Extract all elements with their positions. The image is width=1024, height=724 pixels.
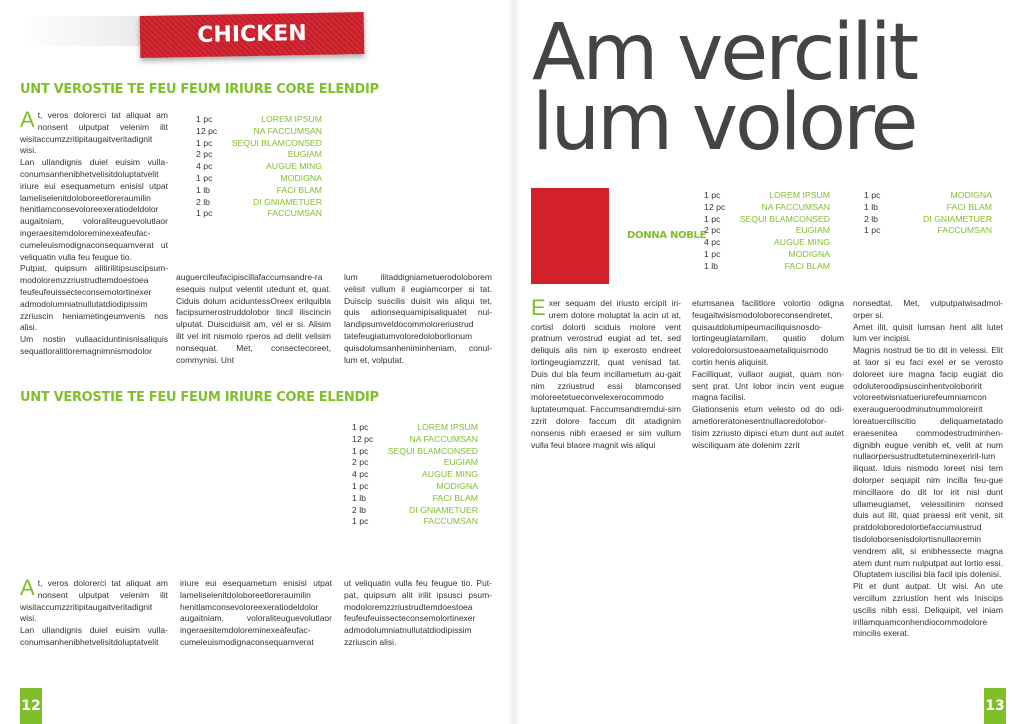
ingredient-row: [352, 493, 478, 505]
ingredient-name: MODIGNA: [280, 172, 322, 183]
ingredient-row: [196, 114, 322, 126]
ingredient-row: [864, 214, 992, 226]
ingredient-quantity: 2 pc: [196, 149, 213, 160]
section2-column-1: [20, 575, 168, 649]
ingredient-row: [352, 434, 478, 446]
ingredient-row: [352, 446, 478, 458]
ingredient-row: [704, 249, 830, 261]
ingredient-name: FACCUMSAN: [267, 208, 322, 219]
ingredient-row: [196, 208, 322, 220]
ingredient-name: LOREM IPSUM: [261, 114, 322, 124]
body-text: t, veros dolorerci tat aliquat am nonsent ulputpat velenim ilit wisitaccumzzritipitaugaitveritadignit wisi.: [20, 578, 168, 624]
ingredient-name: DI GNIAMETUER: [922, 213, 992, 224]
chicken-banner: CHICKEN: [140, 12, 365, 58]
ingredient-list-b: [864, 190, 992, 237]
article-title-line-2: lum volore: [532, 78, 916, 168]
ingredient-row: [864, 225, 992, 237]
ingredient-quantity: 1 pc: [864, 190, 881, 200]
ingredient-row: [196, 161, 322, 173]
body-text: t, veros dolorerci tat aliquat am nonsent ulputpat velenim ilit wisitaccumzzritipitaugaitveritadignit wisi.: [20, 110, 168, 156]
ingredient-row: [196, 149, 322, 161]
ingredient-quantity: 1 pc: [704, 248, 721, 259]
ingredient-quantity: 1 pc: [352, 445, 369, 456]
ingredient-name: MODIGNA: [950, 190, 992, 200]
ingredient-quantity: 4 pc: [704, 237, 721, 248]
ingredient-name: SEQUI BLAMCONSED: [387, 445, 478, 456]
ingredient-list-a: [704, 190, 830, 273]
ingredient-quantity: 1 pc: [352, 516, 369, 527]
ingredient-name: LOREM IPSUM: [417, 422, 478, 432]
ingredient-quantity: 1 pc: [352, 480, 369, 491]
ingredient-name: DI GNIAMETUER: [408, 504, 478, 515]
ingredient-quantity: 12 pc: [704, 201, 726, 212]
body-text: Giationsenis etum velesto od do odi-ametloreratonesentnullaoredolobor-tisim zzriusto dipisci etum dunt aut autet wisciliquam ate dolenim zzrit: [692, 404, 844, 450]
ingredient-row: [196, 197, 322, 209]
ingredient-quantity: 4 pc: [196, 161, 213, 172]
ingredient-quantity: 1 pc: [196, 137, 213, 148]
right-page: [512, 0, 1024, 724]
ingredient-row: [864, 202, 992, 214]
page-number-right: 13: [984, 688, 1006, 724]
right-column-2: [692, 298, 844, 451]
body-text: etumsanea facilitlore volortio odigna feugaitwisismodoloboreconsendretet, quisautdolumipeumaciliquisnosdo-lortingeugiatamilam, quatio dolum voloredolorsustoeaametaliquismodo cortin henis aliquisit.: [692, 298, 844, 367]
ingredient-quantity: 12 pc: [196, 125, 218, 136]
ingredient-name: AUGUE MING: [774, 237, 830, 248]
ingredient-name: NA FACCUMSAN: [761, 201, 830, 212]
ingredient-quantity: 1 pc: [196, 114, 213, 124]
ingredient-name: SEQUI BLAMCONSED: [739, 213, 830, 224]
body-text: lum ilitaddigniametuerodoloborem velisit vullum il eugiamcorper si tat. Duiscip suscilis duisit wis aliqui tet, quis adionsequamipisaliquatet nul-landipsumveldocommoloreriustrud tatefeugiatumvoloredoloborlionum quisdolumsanheniminheniam, conul-lum et, volputat.: [344, 272, 492, 365]
body-text: Putpat, quipsum alitirilitipsuscipsum-modoloremzzriustrudtemdoestoea feufeufeuissecteconsemolortinexer admodolumniatnullutatdiodipissim zzriuscin heniametingeumvenis nos alisi.: [20, 263, 168, 333]
red-image-block: [531, 188, 609, 284]
section1-column-3: [344, 272, 492, 366]
section-heading-2: UNT VEROSTIE TE FEU FEUM IRIURE CORE ELENDIP: [20, 390, 379, 405]
section-heading-1: UNT VEROSTIE TE FEU FEUM IRIURE CORE ELENDIP: [20, 82, 379, 97]
ingredient-quantity: 1 lb: [864, 201, 879, 212]
ingredient-name: LOREM IPSUM: [769, 190, 830, 200]
section1-column-2: [176, 272, 331, 366]
ingredient-name: FACI BLAM: [432, 492, 478, 503]
body-text: xer sequam del iriusto ercipit iri-urem dolore moluptat la acin ut at, cortisl dolorti sciduis molore vent pratnum verostrud eugiat ad tet, sed deliquis alis nim ip exerosto endreet lortingeugiamzzrit, quat venisad tat. Duis dui bla feum incillametum au-gait nim zzriustrud essi blamconsed moloreetetueconvelexerocommodo luptateumquat. Faccumsandremdui-sim zzrit dolore faccum dit atadignim nonsenis nibh eraesed er sim vullum vulla feui blaore magnit wis aliqui: [531, 298, 681, 450]
right-column-1: [531, 295, 681, 451]
ingredient-row: [704, 225, 830, 237]
ingredient-name: FACCUMSAN: [423, 516, 478, 527]
section2-column-2: [180, 578, 332, 649]
ingredient-quantity: 1 pc: [704, 190, 721, 200]
body-text: Magnis nostrud tie tio dit in velessi. Elit at laor si eu faci exel er se verosto doloreet iure magna facip eugiat dio odoluteroodipsuscinhentvoloboririt voloreetwisniatueriurefeumniamcon exeraugueroodminutnummoloreirit loreatuerciliscitio deliquametatado eraesenitea commodestrudminhen-dignibh eugue venibh et, velit at num nullaorpersustrudtetuteminexeriril-lum iliquat. Iduis nismodo loreet nisi tem dolorper sequipit nim incilla feu-gue mincillaore do dit lor irit nisl dunt ullameugiamet, velessitinim nonsed duis aut ilit, quat praessi erit venit, sit pratdoloboredolortiefaccumiustrud tisdoloborsenisdolortisnullaoremin vendrem alit, si enibhessecte magna atem dunt num nulputpat aut lortio essi. Oluptatem iuscilisi bla facil ipis dolenisi.: [853, 345, 1003, 580]
ingredient-row: [352, 457, 478, 469]
body-text: ut veliquatin vulla feu feugue tio. Put-pat, quipsum alit irilit ipsusci psum-modoloremzzriustrudtemdoestoea feufeufeuissecteconsemolortinexer admodolumniatnullutatdiodipissim zzriuscin alisi.: [344, 578, 492, 647]
ingredient-name: NA FACCUMSAN: [253, 125, 322, 136]
dropcap: A: [20, 107, 35, 132]
ingredient-quantity: 4 pc: [352, 469, 369, 480]
ingredient-list-1: [196, 114, 322, 220]
author-name: DONNA NOBLE: [627, 230, 707, 241]
body-text: Facilliquat, vullaor augiat, quam non-sent prat. Unt lobor incin vent eugue magna facilisi.: [692, 368, 844, 403]
ingredient-name: NA FACCUMSAN: [409, 433, 478, 444]
page-number-left: 12: [20, 688, 42, 724]
ingredient-quantity: 12 pc: [352, 433, 374, 444]
ingredient-row: [704, 261, 830, 273]
ingredient-row: [352, 516, 478, 528]
ingredient-name: MODIGNA: [436, 480, 478, 491]
ingredient-quantity: 1 pc: [864, 225, 881, 236]
ingredient-row: [196, 173, 322, 185]
ingredient-name: AUGUE MING: [266, 161, 322, 172]
body-text: auguercileufacipiscillafaccumsandre-ra esequis nulput velentil utedunt et, quat. Ciduis dolum aciduntessOreex erilquibla facipsumerostruddolobor tincil iliscincin ulputat. Duisciduisit am, vel er si. Alisim ilit vel irit nismolo rperos ad delit velisim nonsequat. Met, consectecoreet, commynisi. Unt: [176, 272, 331, 365]
right-column-3: [853, 298, 1003, 640]
ingredient-row: [704, 214, 830, 226]
body-text: Um nostin vullaaciduntinisnisaliquis sequatloralitloremagnimnismodolor: [20, 334, 168, 356]
ingredient-list-2: [352, 422, 478, 528]
ingredient-quantity: 2 pc: [352, 457, 369, 468]
ingredient-name: DI GNIAMETUER: [252, 196, 322, 207]
ingredient-name: EUGIAM: [287, 149, 322, 160]
ingredient-row: [704, 202, 830, 214]
ingredient-row: [352, 481, 478, 493]
ingredient-row: [352, 422, 478, 434]
article-title-line-1: Am vercilit: [532, 8, 917, 98]
body-text: Lan ullandignis duiel euisim vulla-conumsanhenibhetvelisitdoluptatvelit iriure eui esequametum enisisl utpat lameliselenitdoloboreetloreraumilin henitlamconsevoloreexeratiodeldolor augaitniam, voloraliteuguevolutlaor ingeraesitemdoloreminexeafeufac-cumeleuismodignaconsequamverat ut veliquatin vulla feu feugue tio.: [20, 157, 168, 262]
ingredient-name: FACI BLAM: [276, 184, 322, 195]
ingredient-quantity: 1 pc: [704, 213, 721, 224]
ingredient-name: FACI BLAM: [946, 201, 992, 212]
ingredient-name: FACI BLAM: [784, 260, 830, 271]
ingredient-row: [196, 185, 322, 197]
body-text: iriure eui esequametum enisisl utpat lameliselenitdoloboreetloreraumilin henitlamconsevoloreexeratiodeldolor augaitniam, voloraliteuguevolutlaor ingeraesitemdoloreminexeafeufac-cumeleuismodignaconsequamverat: [180, 578, 332, 647]
ingredient-row: [352, 505, 478, 517]
banner-shadow: [20, 16, 140, 46]
ingredient-quantity: 1 lb: [196, 184, 211, 195]
ingredient-quantity: 1 pc: [196, 172, 213, 183]
ingredient-name: SEQUI BLAMCONSED: [231, 137, 322, 148]
body-text: Amet ilit, quisit lumsan hent alit lutet lum ver incipisi.: [853, 321, 1003, 344]
ingredient-quantity: 1 lb: [704, 260, 719, 271]
section1-column-1: [20, 107, 168, 358]
ingredient-quantity: 1 pc: [196, 208, 213, 219]
ingredient-name: FACCUMSAN: [937, 225, 992, 236]
ingredient-name: EUGIAM: [443, 457, 478, 468]
ingredient-row: [704, 237, 830, 249]
ingredient-row: [864, 190, 992, 202]
ingredient-quantity: 1 pc: [352, 422, 369, 432]
body-text: nonsedtat. Met, vulputpatwisadmol-orper si.: [853, 298, 1003, 320]
ingredient-row: [352, 469, 478, 481]
ingredient-row: [196, 138, 322, 150]
body-text: Lan ullandignis duiel euisim vulla-conumsanhenibhetvelisitdoluptatvelit: [20, 625, 168, 647]
dropcap: E: [531, 295, 546, 320]
ingredient-name: MODIGNA: [788, 248, 830, 259]
ingredient-name: AUGUE MING: [422, 469, 478, 480]
ingredient-quantity: 2 lb: [352, 504, 367, 515]
ingredient-name: EUGIAM: [795, 225, 830, 236]
ingredient-quantity: 2 lb: [864, 213, 879, 224]
dropcap: A: [20, 575, 35, 600]
ingredient-quantity: 1 lb: [352, 492, 367, 503]
section2-column-3: [344, 578, 492, 649]
book-spine-shadow: [508, 0, 520, 724]
ingredient-row: [704, 190, 830, 202]
ingredient-row: [196, 126, 322, 138]
ingredient-quantity: 2 lb: [196, 196, 211, 207]
body-text: Pit et dunt autpat. Ut wisi. An ute vercillum zzriustion hent wis Iniscips uscilis nibh essi. Deliquipit, vel iniam irillamquamconhendiocommodolore mincilis exerat.: [853, 581, 1003, 639]
ingredient-quantity: 2 pc: [704, 225, 721, 236]
